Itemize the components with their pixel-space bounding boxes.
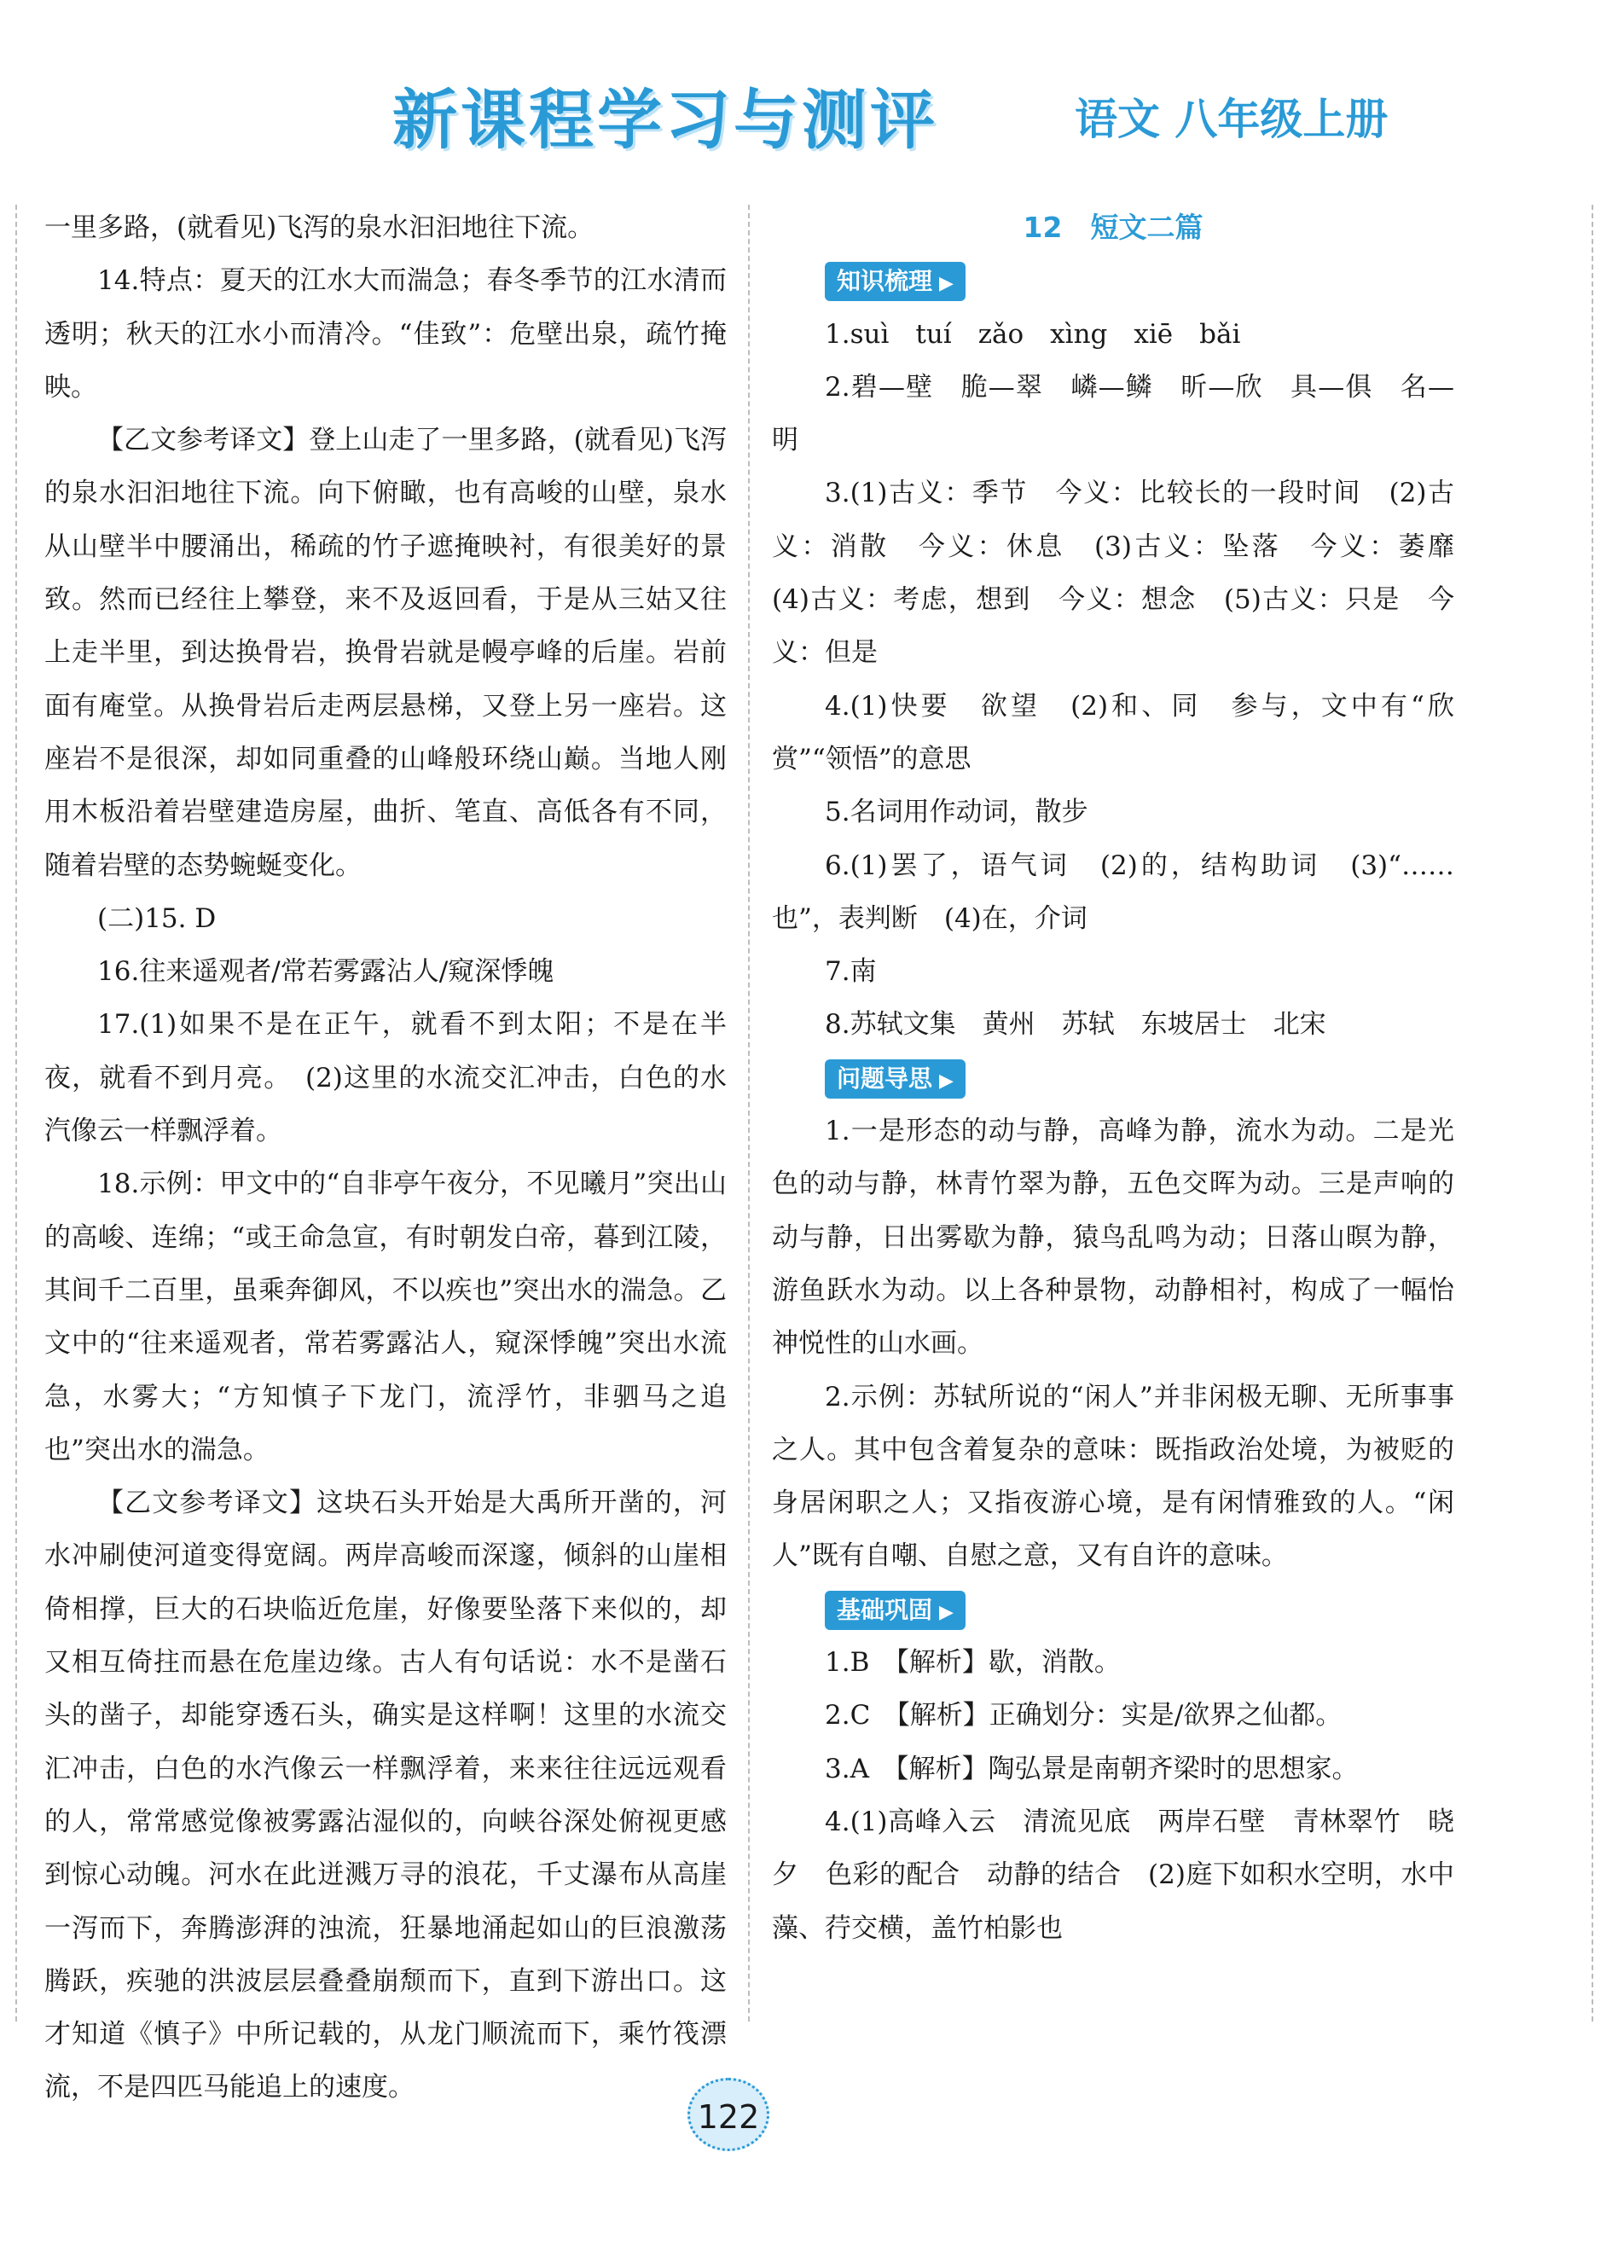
- play-arrow-icon: ▶: [939, 273, 954, 295]
- basic-1: 1.B 【解析】歇，消散。: [825, 1647, 1121, 1679]
- knowledge-6: 6.(1)罢了，语气词 (2)的，结构助词 (3)“……也”，表判断 (4)在，介词: [772, 850, 1454, 934]
- reference-translation-2: 【乙文参考译文】这块石头开始是大禹所开凿的，河水冲刷使河道变得宽阔。两岸高峻而深邃，倾斜的山崖相倚相撑，巨大的石块临近危崖，好像要坠落下来似的，却又相互倚拄而悬在危崖边缘。古人有句话说：水不是凿石头的凿子，却能穿透石头，确实是这样啊！这里的水流交汇冲击，白色的水汽像云一样飘浮着，来来往往远远观看的人，常常感觉像被雾露沾湿似的，向峡谷深处俯视更感到惊心动魄。河水在此迸溅万寻的浪花，千丈瀑布从高崖一泻而下，奔腾澎湃的浊流，狂暴地涌起如山的巨浪激荡腾跃，疾驰的洪波层层叠叠崩颓而下，直到下游出口。这才知道《慎子》中所记载的，从龙门顺流而下，乘竹筏漂流，不是四匹马能追上的速度。: [44, 1488, 727, 2103]
- basic-4: 4.(1)高峰入云 清流见底 两岸石壁 青林翠竹 晓 夕 色彩的配合 动静的结合 (2)庭下如积水空明，水中藻、荇交横，盖竹柏影也: [772, 1806, 1481, 1944]
- basic-2: 2.C 【解析】正确划分：实是/欲界之仙都。: [825, 1700, 1343, 1731]
- knowledge-2: 2.碧—壁 脆—翠 嶙—鳞 昕—欣 具—俱 名—明: [772, 371, 1454, 456]
- knowledge-1: 1.suì tuí zǎo xìng xiē bǎi: [825, 318, 1241, 350]
- tag-label: 知识梳理: [837, 267, 933, 296]
- tag-label: 基础巩固: [837, 1595, 933, 1624]
- knowledge-5: 5.名词用作动词，散步: [825, 797, 1088, 828]
- basic-3: 3.A 【解析】陶弘景是南朝齐梁时的思想家。: [825, 1753, 1359, 1784]
- left-column: [44, 201, 727, 2114]
- answer-15: (二)15. D: [97, 902, 217, 934]
- tag-label: 问题导思: [837, 1064, 933, 1093]
- knowledge-4: 4.(1)快要 欲望 (2)和、同 参与，文中有“欣赏”“领悟”的意思: [772, 690, 1454, 774]
- section-tag-questions: [825, 1059, 966, 1099]
- question-guide-1: 1.一是形态的动与静，高峰为静，流水为动。二是光色的动与静，林青竹翠为静，五色交晖为动。三是声响的动与静，日出雾歇为静，猿鸟乱鸣为动；日落山暝为静，游鱼跃水为动。以上各种景物，动静相衬，构成了一幅怡神悦性的山水画。: [772, 1116, 1454, 1360]
- section-tag-knowledge: [825, 262, 966, 301]
- right-column: [772, 201, 1481, 1955]
- answer-16: 16.往来遥观者/常若雾露沾人/窥深悸魄: [97, 956, 554, 988]
- book-header: [375, 60, 1484, 158]
- right-column-rule: [1592, 205, 1593, 2021]
- lesson-title: 12 短文二篇: [1023, 211, 1204, 244]
- section-tag-basics: [825, 1591, 966, 1630]
- answer-14: 14.特点：夏天的江水大而湍急；春冬季节的江水清而透明；秋天的江水小而清冷。“佳致”：危壁出泉，疏竹掩映。: [44, 265, 727, 403]
- page-number: 122: [687, 2078, 769, 2151]
- reference-translation-1: 【乙文参考译文】登上山走了一里多路，(就看见)飞泻的泉水汩汩地往下流。向下俯瞰，也有高峻的山壁，泉水从山壁半中腰涌出，稀疏的竹子遮掩映衬，有很美好的景致。然而已经往上攀登，来不及返回看，于是从三姑又往上走半里，到达换骨岩，换骨岩就是幔亭峰的后崖。岩前面有庵堂。从换骨岩后走两层悬梯，又登上另一座岩。这座岩不是很深，却如同重叠的山峰般环绕山巅。当地人刚用木板沿着岩壁建造房屋，曲折、笔直、高低各有不同，随着岩壁的态势蜿蜒变化。: [44, 425, 727, 881]
- answer-17: 17.(1)如果不是在正午，就看不到太阳；不是在半夜，就看不到月亮。 (2)这里的水流交汇冲击，白色的水汽像云一样飘浮着。: [44, 1009, 727, 1147]
- knowledge-7: 7.南: [825, 956, 877, 988]
- subject-title: 语文 八年级上册: [1075, 95, 1389, 144]
- answer-18: 18.示例：甲文中的“自非亭午夜分，不见曦月”突出山的高峻、连绵；“或王命急宣，有时朝发白帝，暮到江陵，其间千二百里，虽乘奔御风，不以疾也”突出水的湍急。乙文中的“往来遥观者，常若雾露沾人，窥深悸魄”突出水流急，水雾大；“方知慎子下龙门，流浮竹，非驷马之追也”突出水的湍急。: [44, 1169, 727, 1465]
- answer-text: 一里多路，(就看见)飞泻的泉水汩汩地往下流。: [44, 212, 594, 243]
- knowledge-3: 3.(1)古义：季节 今义：比较长的一段时间 (2)古义：消散 今义：休息 (3)古义：坠落 今义：萎靡 (4)古义：考虑，想到 今义：想念 (5)古义：只是 今义：但是: [772, 478, 1481, 669]
- question-guide-2: 2.示例：苏轼所说的“闲人”并非闲极无聊、无所事事之人。其中包含着复杂的意味：既指政治处境，为被贬的身居闲职之人；又指夜游心境，是有闲情雅致的人。“闲人”既有自嘲、自慰之意，又有自许的意味。: [772, 1381, 1454, 1572]
- play-arrow-icon: ▶: [939, 1070, 954, 1092]
- knowledge-8: 8.苏轼文集 黄州 苏轼 东坡居士 北宋: [825, 1009, 1326, 1041]
- series-title: 新课程学习与测评: [392, 82, 938, 158]
- column-divider: [748, 205, 750, 2021]
- play-arrow-icon: ▶: [939, 1601, 954, 1623]
- left-column-rule: [15, 205, 17, 2021]
